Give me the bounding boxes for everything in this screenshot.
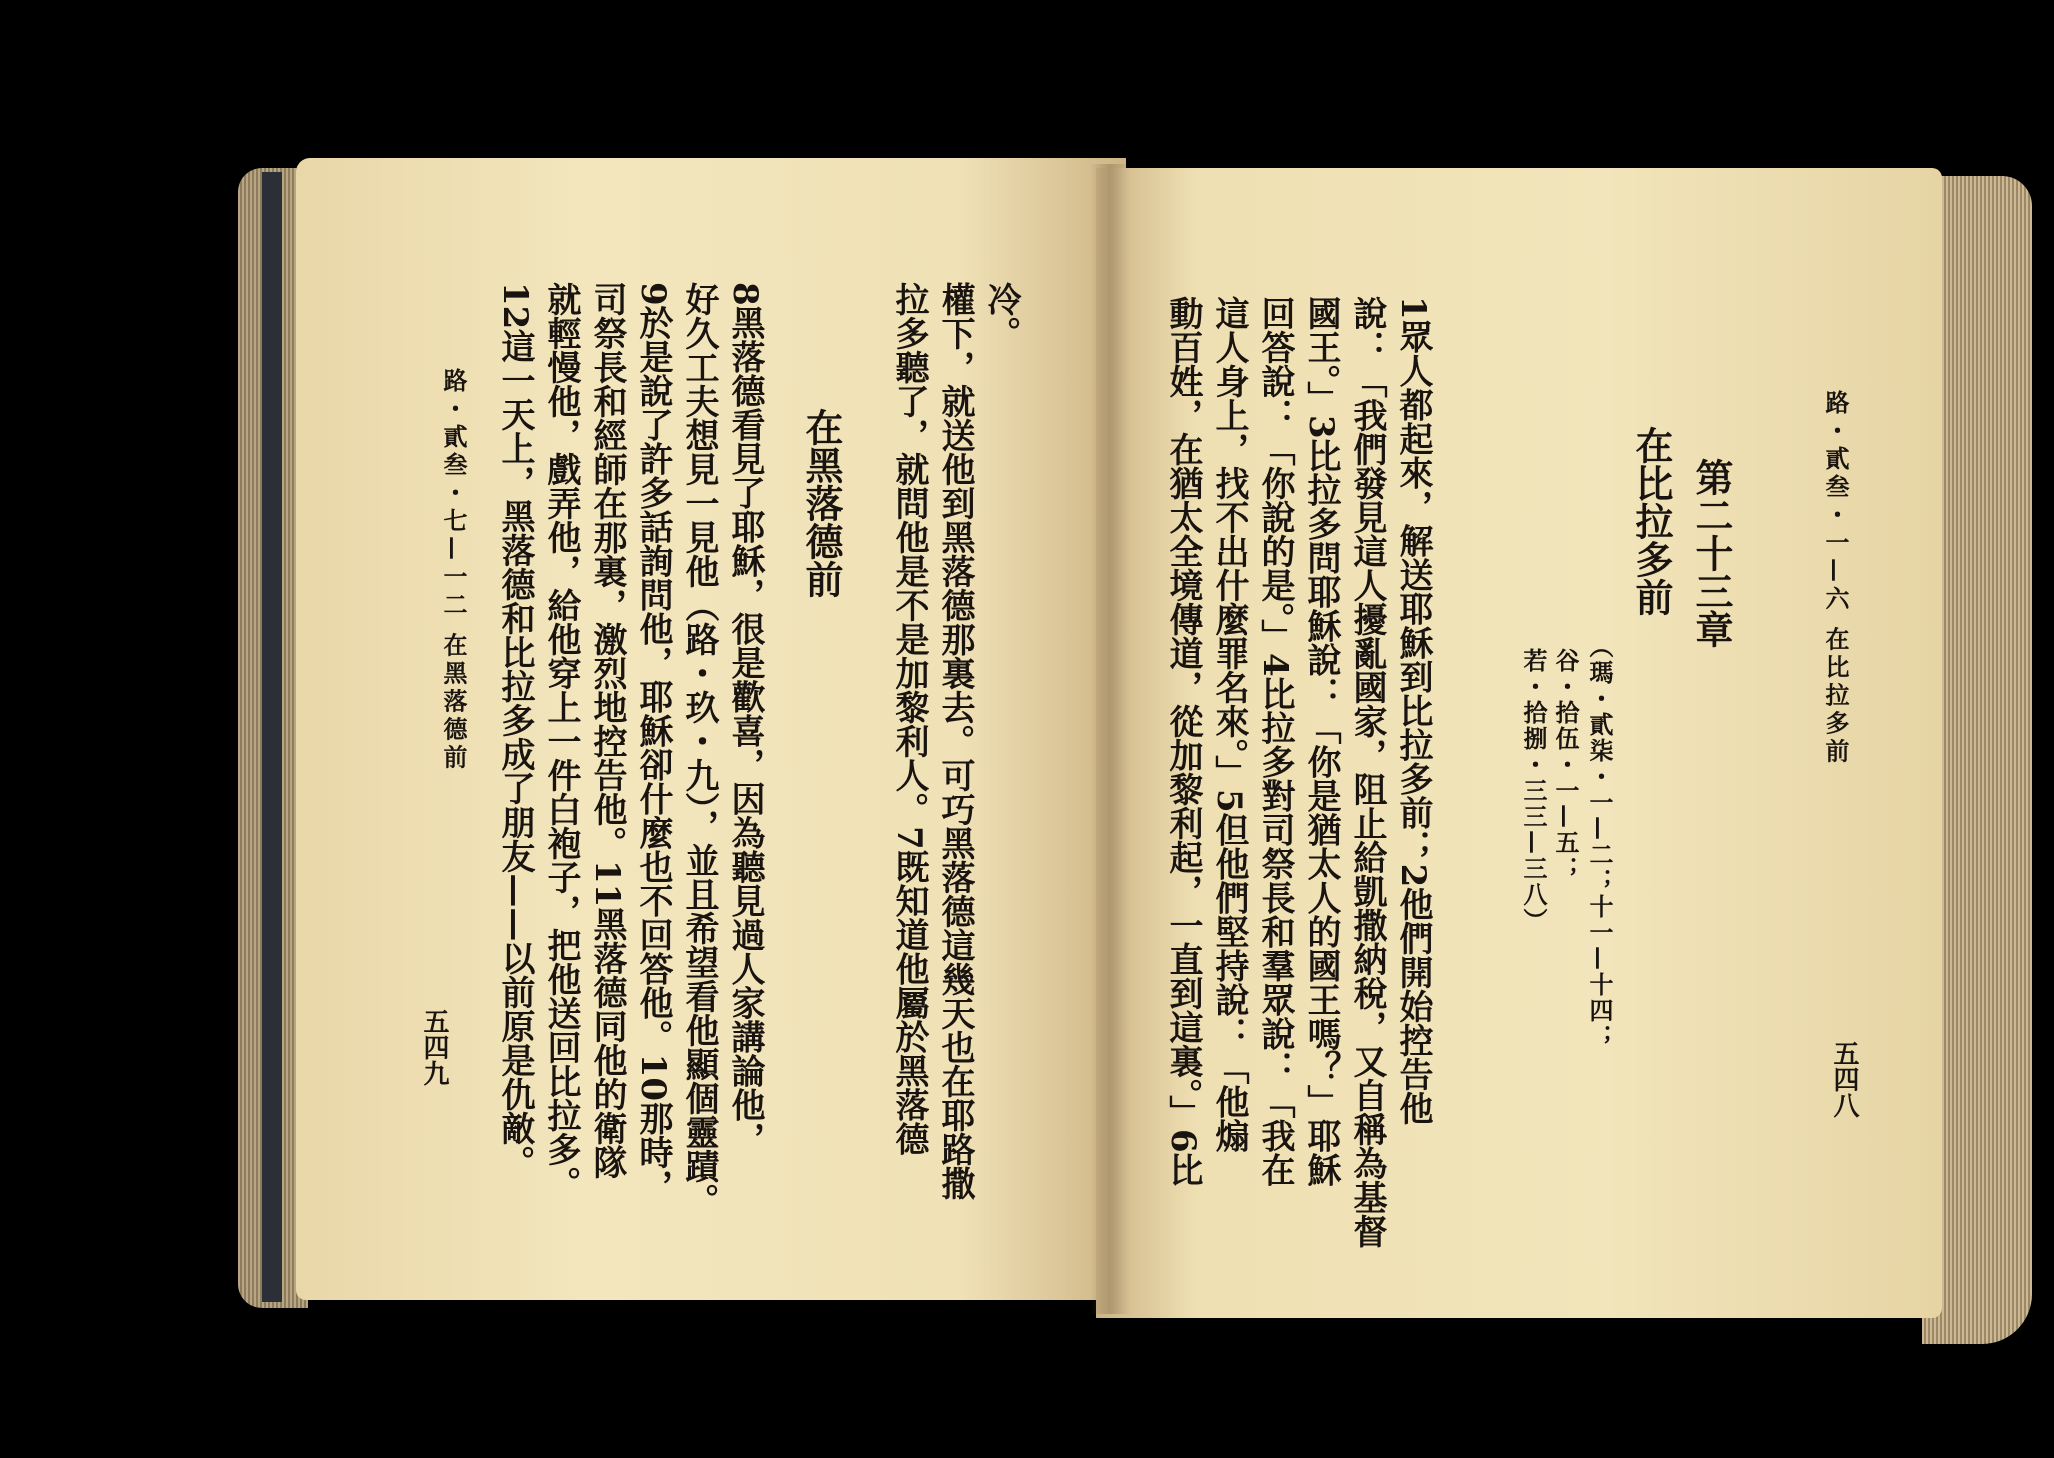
left-text-line: 司祭長和經師在那裏，激烈地控告他。11黑落德同他的衛隊 xyxy=(587,282,627,1180)
cross-reference: （瑪・貳柒・一—二；十一—十四； xyxy=(1585,634,1614,1050)
left-text-line: 拉多聽了，就問他是不是加黎利人。7既知道他屬於黑落德 xyxy=(889,282,929,1156)
cross-reference: 若・拾捌・三三—三八） xyxy=(1519,648,1548,934)
left-page xyxy=(296,158,1126,1300)
left-text-line: 12這一天上，黑落德和比拉多成了朋友——以前原是仇敵。 xyxy=(495,282,535,1180)
right-running-header: 路・貳叁・一—六 在比拉多前 xyxy=(1821,390,1850,767)
left-text-line: 權下，就送他到黑落德那裏去。可巧黑落德這幾天也在耶路撒 xyxy=(935,282,975,1200)
right-text-line: 說：「我們發見這人擾亂國家，阻止給凱撒納稅，又自稱為基督 xyxy=(1347,296,1387,1248)
left-page-number: 五四九 xyxy=(419,1008,449,1086)
right-text-line: 國王。」3比拉多問耶穌說：「你是猶太人的國王嗎？」耶穌 xyxy=(1301,296,1341,1187)
right-text-line: 這人身上，找不出什麼罪名來。」5但他們堅持說：「他煽 xyxy=(1209,296,1249,1153)
right-page xyxy=(1096,168,1942,1318)
left-text-line: 好久工夫想見一見他（路・玖・九），並且希望看他顯個靈蹟。 xyxy=(679,282,719,1217)
left-section-title: 在黑落德前 xyxy=(799,408,844,598)
left-text-line: 8黑落德看見了耶穌，很是歡喜，因為聽見過人家講論他， xyxy=(725,282,765,1156)
left-running-header: 路・貳叁・七—一二 在黑落德前 xyxy=(439,368,468,773)
right-section-title: 在比拉多前 xyxy=(1629,426,1674,616)
left-text-line: 9於是說了許多話詢問他，耶穌卻什麼也不回答他。10那時， xyxy=(633,282,673,1203)
book-gutter xyxy=(1090,164,1130,1314)
right-text-line: 回答說：「你說的是。」4比拉多對司祭長和羣眾說：「我在 xyxy=(1255,296,1295,1187)
chapter-title: 第二十三章 xyxy=(1689,458,1734,648)
left-cover-spine xyxy=(262,172,282,1302)
cross-reference: 谷・拾伍・一—五； xyxy=(1551,648,1580,882)
left-text-line: 冷。 xyxy=(981,282,1021,350)
right-text-line: 動百姓，在猶太全境傳道，從加黎利起，一直到這裏。」6比 xyxy=(1163,296,1203,1187)
right-page-number: 五四八 xyxy=(1829,1040,1859,1118)
left-text-line: 就輕慢他，戲弄他，給他穿上一件白袍子，把他送回比拉多。 xyxy=(541,282,581,1200)
right-text-line: 1眾人都起來，解送耶穌到比拉多前；2他們開始控告他 xyxy=(1393,296,1433,1126)
